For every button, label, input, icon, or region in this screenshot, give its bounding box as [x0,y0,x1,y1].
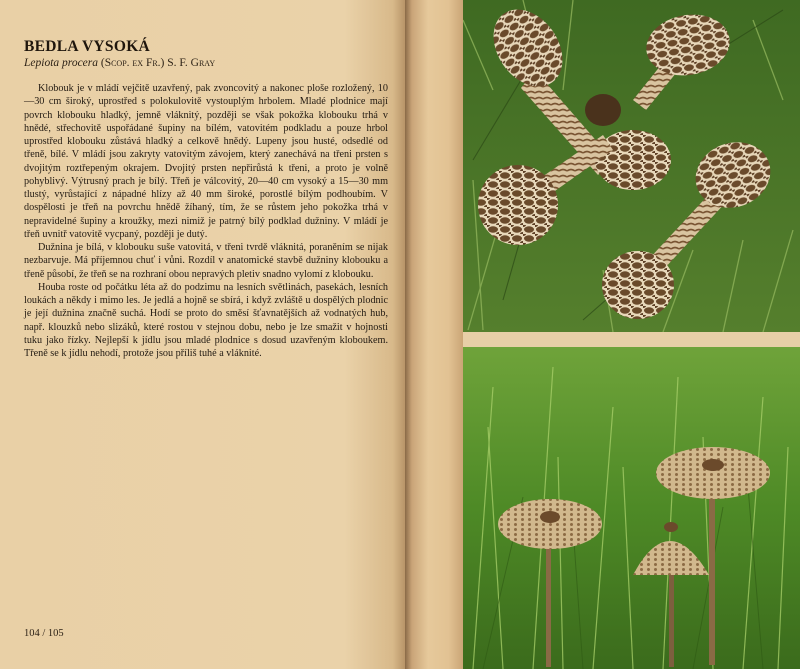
paragraph-habitat: Houba roste od počátku léta až do podzimu na lesních světlinách, pasekách, lesních loukách a někdy i mimo les. Je jedlá a hojně se sbírá, i když zvláště u dospělých plodnic je její dužnina značně suchá. Hodí se proto do směsí šťavnatějších až vodnatých hub, např. klouzků nebo slizáků, které rostou v stejnou dobu, nebo je lze smažit v hojnosti tuku jako řízky. Nejlepší k jídlu jsou mladé plodnice s dosud uzavřeným kloboukem. Třeně se k jídlu nehodí, protože jsou příliš tuhé a vláknité. [24,281,388,359]
taxon-authority: (Scop. ex Fr.) S. F. Gray [100,57,216,69]
photo-opened-mushrooms [463,347,800,669]
mushroom-photo-top-image [463,0,800,332]
paragraph-description: Klobouk je v mládí vejčitě uzavřený, pak zvoncovitý a nakonec ploše rozložený, 10—30 cm široký, uprostřed s polokulovitě vystouplým hrbolem. Mladé plodnice mají povrch klobouku hladký, jemně vláknitý, později se však pokožka klobouku trhá v hnědé, střechovitě uspořádané šupiny na bílém, vatovitém podkladu a pouze hrbol uprostřed klobouku zůstává hladký a celkově hnědý. Lupeny jsou husté, odsedlé od třeně, bílé. V mládí jsou zakryty vatovitým závojem, který zanechává na třeni prsten s dvojitým roztřepeným okrajem. Dvojitý prsten nepřirůstá k třeni, a proto je volně pohyblivý. Výtrusný prach je bílý. Třeň je válcovitý, 20—40 cm vysoký a 15—30 mm tlustý, vyrůstající z nápadné hlízy až 40 mm široké, porostlé bílým podhoubím. V dospělosti je třeň na povrchu hnědě žíhaný, tím, že se růstem jeho pokožka trhá v nepravidelné šupiny a kroužky, mezi nimiž je patrný bílý podklad dužniny. V mládí je třeň uvnitř vatovitě vycpaný, později je dutý. [24,83,388,240]
photo-young-mushrooms [463,0,800,332]
paragraph-flesh: Dužnina je bílá, v klobouku suše vatovitá, v třeni tvrdě vláknitá, poraněním se nijak nezbarvuje. Má příjemnou chuť i vůni. Rozdíl v anatomické stavbě dužniny klobouku a třeně působí, že třeň se na rozhraní obou nepravých pletiv snadno vylomí z klobouku. [24,242,388,280]
page-number: 104 / 105 [24,628,64,639]
mushroom-photo-bottom-image [463,347,800,669]
latin-name [24,57,215,69]
page-title: BEDLA VYSOKÁ [24,38,151,55]
description-text [24,82,388,360]
latin-species-name: Lepiota procera [24,57,98,69]
book-gutter [405,0,463,669]
